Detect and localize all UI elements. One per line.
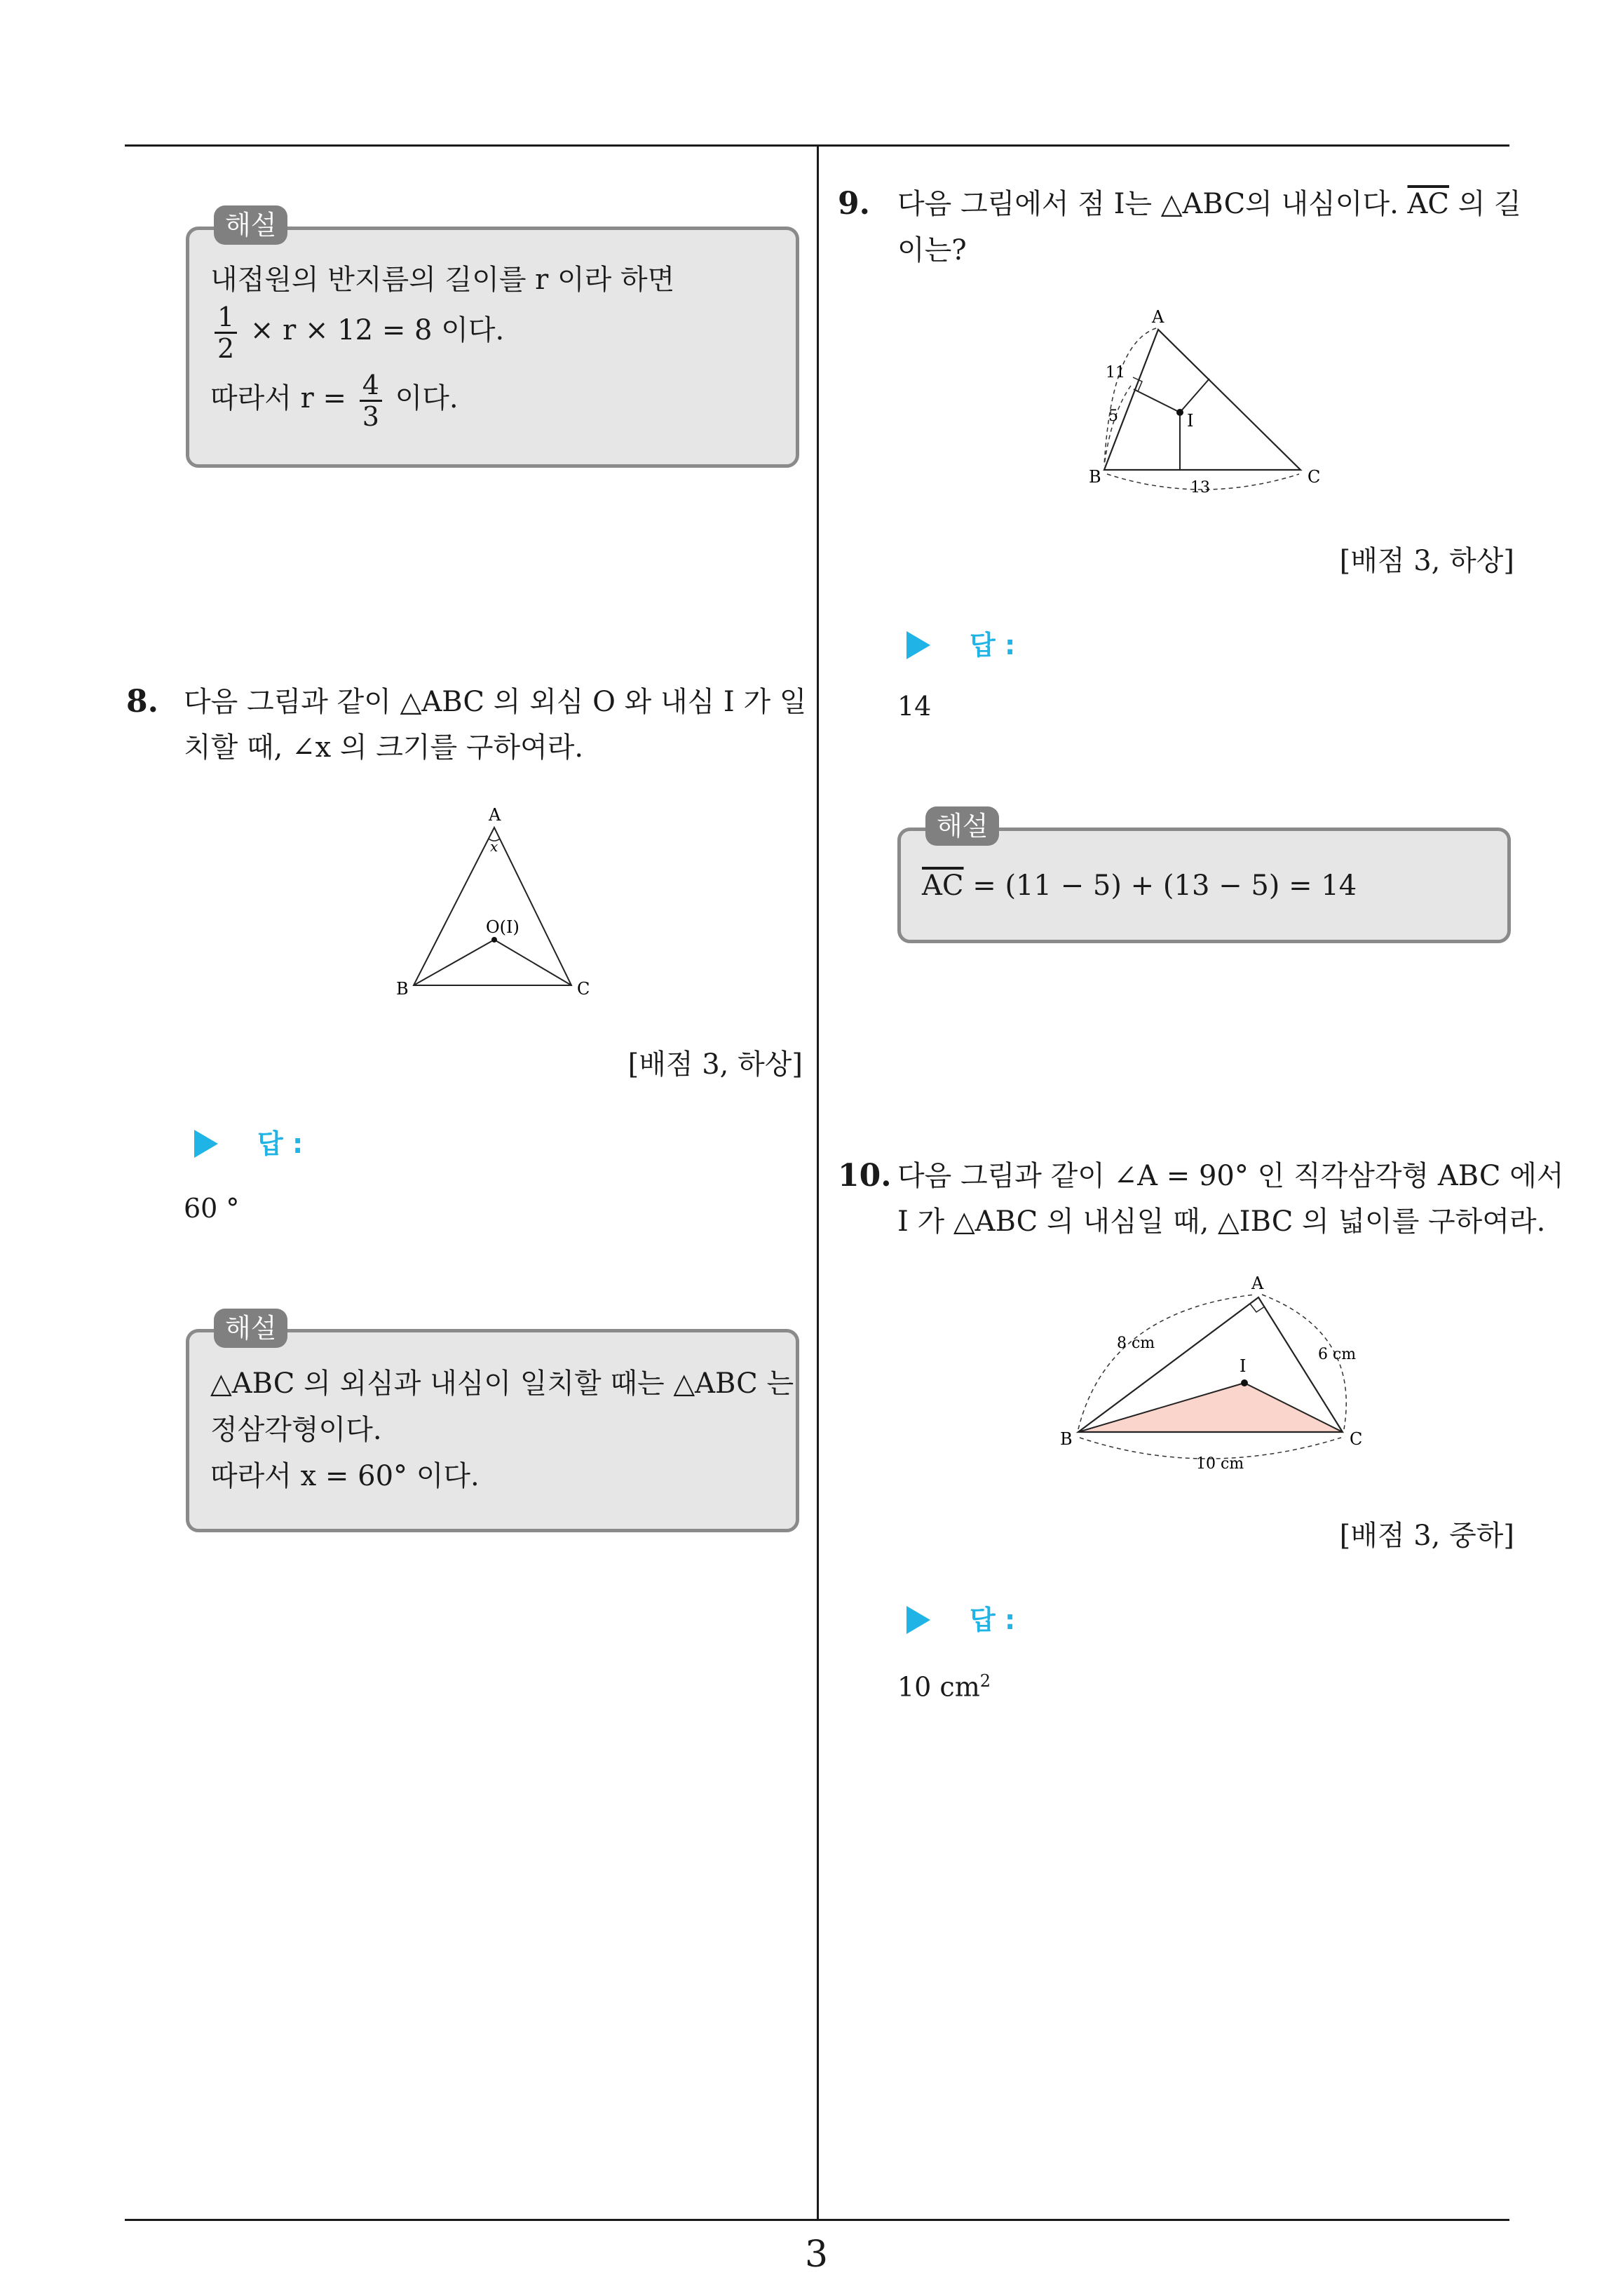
q10-score: [배점 3, 중하]: [1339, 1520, 1514, 1552]
q8-score: [배점 3, 하상]: [627, 1048, 803, 1081]
q8-answer: 60 °: [184, 1193, 240, 1224]
q8-label-b: B: [396, 979, 409, 999]
q9-answer-label: 답 :: [970, 630, 1016, 661]
q9-label-b: B: [1089, 467, 1101, 487]
q10-label-6cm: 6 cm: [1318, 1346, 1357, 1363]
q9-triangle: [1104, 330, 1301, 470]
q8-solution-line1: △ABC 의 외심과 내심이 일치할 때는 △ABC 는: [210, 1368, 794, 1400]
q10-answer-play-icon: [906, 1606, 930, 1634]
q10-label-10cm: 10 cm: [1196, 1455, 1244, 1473]
q9-text-line2: 이는?: [897, 234, 967, 266]
q7-solution-conclusion: 따라서 r = $\frac{4}{3}$ 이다.: [210, 369, 459, 432]
q9-point-i: [1176, 409, 1183, 416]
page-number: 3: [805, 2234, 829, 2276]
q9-label-i: I: [1187, 411, 1194, 431]
q8-label-x: x: [490, 838, 498, 855]
q9-text-line1: 다음 그림에서 점 I는 △ABC의 내심이다. $\overline{AC}$ 의 길: [897, 188, 1521, 220]
q8-solution-line2: 정삼각형이다.: [210, 1414, 382, 1446]
q8-number: 8.: [126, 684, 158, 720]
q8-figure: [382, 799, 606, 1003]
q7-solution-eq: $\frac{1}{2}$ × r × 12 = 8 이다.: [210, 299, 504, 363]
q8-point-o: [491, 937, 497, 943]
q8-solution-tag: 해설: [214, 1309, 287, 1348]
q10-figure: [1031, 1269, 1395, 1480]
q10-label-c: C: [1350, 1429, 1363, 1449]
q9-figure: [1076, 302, 1336, 498]
column-divider: [817, 144, 819, 2220]
q8-answer-play-icon: [194, 1130, 218, 1158]
q9-solution-tag: 해설: [925, 806, 999, 846]
q7-solution-tag: 해설: [214, 205, 287, 245]
q7-solution-line1: 내접원의 반지름의 길이를 r 이라 하면: [210, 264, 675, 296]
q10-text-line1: 다음 그림과 같이 ∠A = 90° 인 직각삼각형 ABC 에서: [897, 1160, 1564, 1192]
q10-label-8cm: 8 cm: [1117, 1335, 1155, 1352]
q8-answer-label: 답 :: [257, 1128, 304, 1159]
q7-fraction-r: $\frac{4}{3}$: [360, 370, 382, 431]
q9-label-5: 5: [1108, 407, 1118, 425]
q9-label-c: C: [1308, 467, 1321, 487]
q10-answer: 10 $cm^2$: [897, 1671, 991, 1703]
q10-number: 10.: [838, 1158, 892, 1194]
q9-perp-ab: [1134, 389, 1180, 412]
q10-label-a: A: [1251, 1274, 1264, 1293]
q9-label-13: 13: [1190, 479, 1210, 497]
q9-segment-ac: $\overline{AC}$: [1407, 188, 1450, 220]
q10-label-i: I: [1240, 1356, 1247, 1376]
q9-perp-ac: [1180, 379, 1209, 412]
q10-text-line2: I 가 △ABC 의 내심일 때, △IBC 의 넓이를 구하여라.: [897, 1206, 1546, 1238]
q9-arc-bd: [1104, 386, 1131, 466]
q10-label-b: B: [1060, 1429, 1073, 1449]
q9-label-11: 11: [1106, 364, 1125, 381]
q10-point-i: [1241, 1379, 1248, 1386]
q8-label-c: C: [577, 979, 590, 999]
q10-answer-label: 답 :: [970, 1605, 1016, 1635]
bottom-rule: [125, 2219, 1509, 2221]
q9-number: 9.: [838, 186, 870, 222]
q9-solution-line: $\overline{AC} = (11 - 5) + (13 - 5) = 14$: [922, 870, 1357, 902]
q8-text-line1: 다음 그림과 같이 △ABC 의 외심 O 와 내심 I 가 일: [184, 686, 807, 718]
q8-label-a: A: [489, 805, 501, 825]
q8-label-o: O(I): [486, 917, 520, 937]
q9-score: [배점 3, 하상]: [1339, 545, 1514, 577]
q7-fraction-half: $\frac{1}{2}$: [215, 302, 237, 363]
q8-solution-line3: 따라서 x = 60° 이다.: [210, 1460, 480, 1492]
q9-answer: 14: [897, 691, 932, 722]
q9-answer-play-icon: [906, 631, 930, 659]
q10-shaded-ibc: [1078, 1383, 1343, 1432]
q9-label-a: A: [1152, 307, 1164, 327]
q8-text-line2: 치할 때, ∠x 의 크기를 구하여라.: [184, 731, 584, 764]
